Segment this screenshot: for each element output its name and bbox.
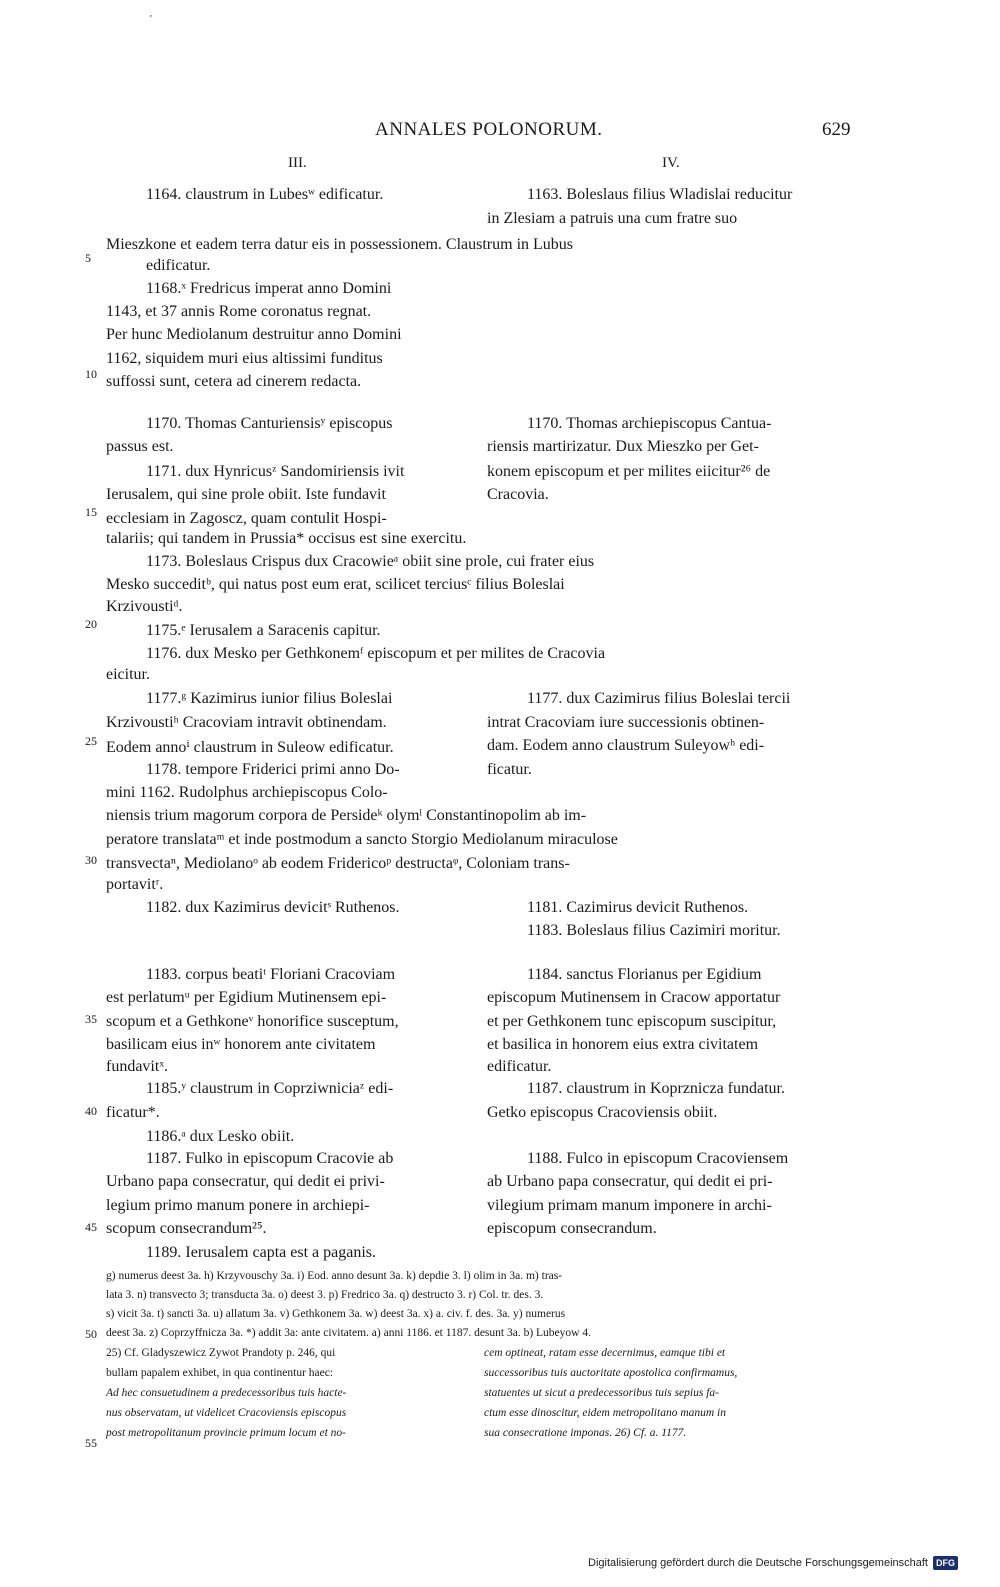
text-line-col3: 1178. tempore Friderici primi anno Do-	[146, 761, 400, 778]
line-number: 10	[85, 367, 97, 381]
text-line-col4: intrat Cracoviam iure successionis obtinen-	[487, 714, 765, 731]
commentary-line-right: sua consecratione imponas. 26) Cf. a. 1177.	[484, 1427, 687, 1439]
text-line-col3: Ierusalem, qui sine prole obiit. Iste fundavit	[106, 486, 386, 503]
text-line-col3: 1171. dux Hynricusᶻ Sandomiriensis ivit	[146, 463, 405, 480]
commentary-line-right: statuentes ut sicut a predecessoribus tuis sepius fa-	[484, 1387, 719, 1399]
text-line-col4: vilegium primam manum imponere in archi-	[487, 1197, 772, 1214]
text-line: 1175.ᵉ Ierusalem a Saracenis capitur.	[146, 622, 381, 639]
text-line-col3: 1186.ᵃ dux Lesko obiit.	[146, 1128, 295, 1145]
line-number: 50	[85, 1327, 97, 1341]
text-line-col3: Eodem annoⁱ claustrum in Suleow edificatur.	[106, 739, 394, 756]
text-line-col3: 1182. dux Kazimirus devicitˢ Ruthenos.	[146, 899, 400, 916]
text-line-col4: 1184. sanctus Florianus per Egidium	[527, 966, 762, 983]
text-line: portavitʳ.	[106, 876, 164, 893]
text-line-col4: 1188. Fulco in episcopum Cracoviensem	[527, 1150, 789, 1167]
text-line-col4: ab Urbano papa consecratur, qui dedit ei pri-	[487, 1173, 773, 1190]
text-line: Mesko succeditᵇ, qui natus post eum erat, scilicet terciusᶜ filius Boleslai	[106, 576, 565, 593]
text-line-col3: 1164. claustrum in Lubesʷ edificatur.	[146, 186, 384, 203]
text-line-col4: edificatur.	[487, 1058, 552, 1075]
text-line: talariis; qui tandem in Prussia* occisus est sine exercitu.	[106, 530, 467, 547]
digitization-credit	[588, 1556, 958, 1570]
text-line-col4: episcopum Mutinensem in Cracow apportatur	[487, 989, 781, 1006]
text-line-col3: 1189. Ierusalem capta est a paganis.	[146, 1244, 376, 1261]
text-line-col3: 1162, siquidem muri eius altissimi funditus	[106, 350, 383, 367]
text-line: Krzivoustiᵈ.	[106, 598, 183, 615]
text-line: niensis trium magorum corpora de Persideᵏ olymˡ Constantinopolim ab im-	[106, 807, 587, 824]
text-line-col4: et per Gethkonem tunc episcopum suscipitur,	[487, 1013, 777, 1030]
text-line-col3: mini 1162. Rudolphus archiepiscopus Colo-	[106, 784, 388, 801]
text-line-col3: 1170. Thomas Canturiensisʸ episcopus	[146, 415, 393, 432]
text-line-col3: fundavitˣ.	[106, 1058, 168, 1075]
line-number: 40	[85, 1104, 97, 1118]
text-line-col3: basilicam eius inʷ honorem ante civitatem	[106, 1036, 376, 1053]
line-number: 55	[85, 1436, 97, 1450]
text-line-col3: 1177.ᵍ Kazimirus iunior filius Boleslai	[146, 690, 393, 707]
text-line-col3: 1168.ˣ Fredricus imperat anno Domini	[146, 280, 392, 297]
text-line-col4: riensis martirizatur. Dux Mieszko per Get-	[487, 438, 759, 455]
line-number: 35	[85, 1012, 97, 1026]
text-line-col3: ecclesiam in Zagoscz, quam contulit Hospi-	[106, 510, 387, 527]
commentary-line-right: cem optineat, ratam esse decernimus, eamque tibi et	[484, 1347, 726, 1359]
text-line: transvectaⁿ, Mediolanoᵒ ab eodem Fridericoᵖ destructaᵠ, Coloniam trans-	[106, 855, 570, 872]
text-line-col4: konem episcopum et per milites eiicitur²⁶ de	[487, 463, 771, 480]
text-line-col4: 1187. claustrum in Koprznicza fundatur.	[527, 1080, 785, 1097]
text-line-col4: 1170. Thomas archiepiscopus Cantua-	[527, 415, 772, 432]
text-line-col3: scopum et a Gethkoneᵛ honorifice susceptum,	[106, 1013, 399, 1030]
commentary-line-right: successoribus tuis auctoritate apostolica confirmamus,	[484, 1367, 738, 1379]
line-number: 15	[85, 505, 97, 519]
text-line-col4: Cracovia.	[487, 486, 549, 503]
text-line-col3: scopum consecrandum²⁵.	[106, 1220, 267, 1237]
credit-text: Digitalisierung gefördert durch die Deutsche Forschungsgemeinschaft	[588, 1557, 928, 1569]
text-line-col3: Per hunc Mediolanum destruitur anno Domini	[106, 326, 402, 343]
text-line: Mieszkone et eadem terra datur eis in possessionem. Claustrum in Lubus	[106, 236, 574, 253]
text-line-col3: Urbano papa consecratur, qui dedit ei privi-	[106, 1173, 385, 1190]
margin-tick: '	[150, 14, 152, 25]
commentary-line-left: nus observatam, ut videlicet Cracoviensis episcopus	[106, 1407, 347, 1419]
text-line: peratore translataᵐ et inde postmodum a sancto Storgio Mediolanum miraculose	[106, 831, 618, 848]
commentary-line-left: 25) Cf. Gladyszewicz Zywot Prandoty p. 246, qui	[106, 1347, 336, 1359]
text-line-col4: in Zlesiam a patruis una cum fratre suo	[487, 210, 738, 227]
dfg-logo: DFG	[933, 1556, 958, 1570]
line-number: 25	[85, 734, 97, 748]
text-line-col3: passus est.	[106, 438, 174, 455]
line-number: 30	[85, 853, 97, 867]
text-line-col4: 1177. dux Cazimirus filius Boleslai tercii	[527, 690, 791, 707]
text-line: eicitur.	[106, 666, 150, 683]
commentary-line-left: Ad hec consuetudinem a predecessoribus tuis hacte-	[106, 1387, 347, 1399]
text-line-col3: 1187. Fulko in episcopum Cracovie ab	[146, 1150, 394, 1167]
text-line-col4: ficatur.	[487, 761, 532, 778]
column-head-left: III.	[288, 155, 307, 171]
page-number: 629	[822, 119, 851, 140]
text-line-col4: 1163. Boleslaus filius Wladislai reducitur	[527, 186, 793, 203]
text-line-col4: Getko episcopus Cracoviensis obiit.	[487, 1104, 718, 1121]
running-head: ANNALES POLONORUM.	[375, 119, 603, 140]
text-line-col4: 1183. Boleslaus filius Cazimiri moritur.	[527, 922, 781, 939]
commentary-line-left: post metropolitanum provincie primum locum et no-	[106, 1427, 346, 1439]
text-line-col3: 1183. corpus beatiᵗ Floriani Cracoviam	[146, 966, 396, 983]
text-line-col4: episcopum consecrandum.	[487, 1220, 657, 1237]
text-line-col3: ficatur*.	[106, 1104, 160, 1121]
text-line-col4: 1181. Cazimirus devicit Ruthenos.	[527, 899, 749, 916]
text-line: 1173. Boleslaus Crispus dux Cracowieᵃ obiit sine prole, cui frater eius	[146, 553, 595, 570]
text-line-col3: 1143, et 37 annis Rome coronatus regnat.	[106, 303, 372, 320]
text-line-col3: est perlatumᵘ per Egidium Mutinensem epi-	[106, 989, 387, 1006]
text-line-col3: legium primo manum ponere in archiepi-	[106, 1197, 370, 1214]
text-line-col3: Krzivoustiʰ Cracoviam intravit obtinendam.	[106, 714, 387, 731]
line-number: 20	[85, 617, 97, 631]
text-line-col4: et basilica in honorem eius extra civitatem	[487, 1036, 759, 1053]
text-line-col3: suffossi sunt, cetera ad cinerem redacta.	[106, 373, 362, 390]
line-number: 45	[85, 1220, 97, 1234]
text-line-col3: 1185.ʸ claustrum in Coprziwniciaᶻ edi-	[146, 1080, 394, 1097]
commentary-line-left: bullam papalem exhibet, in qua continentur haec:	[106, 1367, 334, 1379]
commentary-line-right: ctum esse dinoscitur, eidem metropolitano manum in	[484, 1407, 727, 1419]
text-line-col4: dam. Eodem anno claustrum Suleyowʰ edi-	[487, 737, 765, 754]
variant-note-line: s) vicit 3a. t) sancti 3a. u) allatum 3a. v) Gethkonem 3a. w) deest 3a. x) a. civ. f. des. 3a. y) numerus	[106, 1308, 566, 1320]
line-number: 5	[85, 251, 91, 265]
variant-note-line: deest 3a. z) Coprzyffnicza 3a. *) addit 3a: ante civitatem. a) anni 1186. et 1187. desunt 3a. b) Lubeyow 4.	[106, 1327, 591, 1339]
text-line: edificatur.	[146, 257, 211, 274]
column-head-right: IV.	[662, 155, 680, 171]
variant-note-line: lata 3. n) transvecto 3; transducta 3a. o) deest 3. p) Fredrico 3a. q) destructo 3. r) Col. tr. des. 3.	[106, 1289, 544, 1301]
variant-note-line: g) numerus deest 3a. h) Krzyvouschy 3a. i) Eod. anno desunt 3a. k) depdie 3. l) olim in 3a. m) tras-	[106, 1270, 563, 1282]
text-line: 1176. dux Mesko per Gethkonemᶠ episcopum et per milites de Cracovia	[146, 645, 606, 662]
